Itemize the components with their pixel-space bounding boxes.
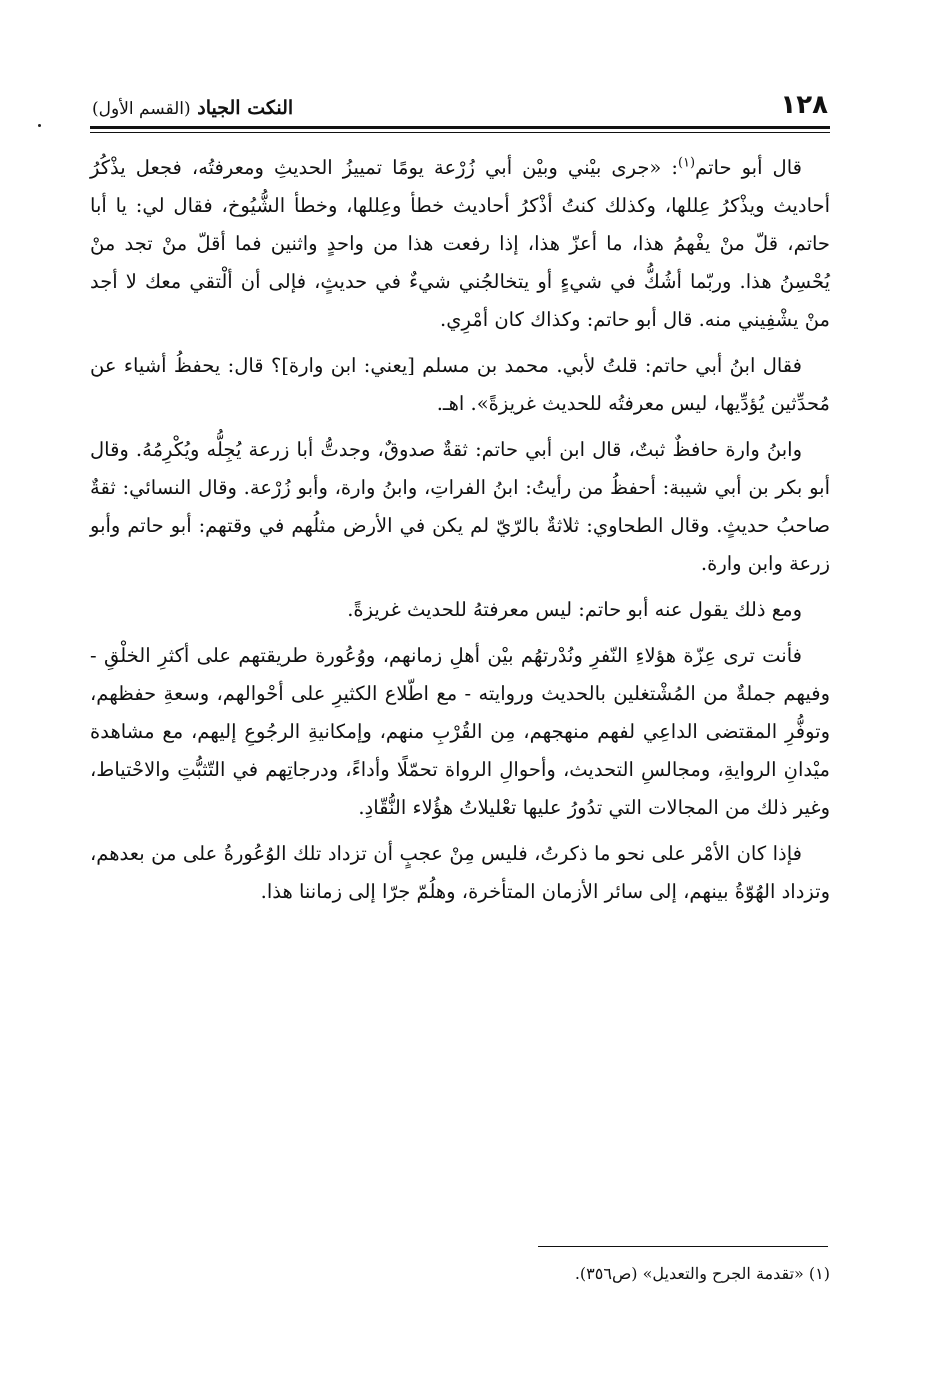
footnote-area (90, 1246, 830, 1287)
paragraph: فأنت ترى عِزّة هؤلاءِ النّفرِ ونُدْرتهُم بيْن أهلِ زمانهم، ووُعُورة طريقتهم على أكثرِ الخلْقِ - وفيهم جملةٌ من المُشْتغلين بالحديث وروايته - مع اطّلاع الكثيرِ على أحْوالهم، وسعةِ حفظهم، وتوفُّرِ المقتضى الداعِي لفهم منهجهم، مِن القُرْبِ منهم، وإمكانيةِ الرجُوعِ إليهم، مع مشاهدة ميْدانِ الروايةِ، ومجالسِ التحديث، وأحوالِ الرواة تحمّلًا وأداءً، ودرجاتِهم في التّثبُّتِ والاحْتياط، وغير ذلك من المجالات التي تدُورُ عليها تعْليلاتُ هؤُلاء النُّقّادِ. (90, 644, 830, 819)
body-text (90, 149, 830, 911)
running-title: النكت الجياد (197, 97, 294, 119)
book-page (90, 78, 830, 919)
running-subtitle: (القسم الأول) (92, 99, 191, 119)
header-rule-thin (90, 132, 830, 133)
page-header (90, 78, 830, 118)
paragraph: ومع ذلك يقول عنه أبو حاتم: ليس معرفتهُ للحديث غريزةً. (347, 598, 802, 621)
header-rule-thick (90, 126, 830, 129)
footnote-reference: (١) (677, 155, 696, 171)
page-number: ١٢٨ (780, 90, 828, 120)
paragraph-quote-rest: : «جرى بيْني وبيْن أبي زُرْعة يومًا تمييزُ الحديثِ ومعرفتُه، فجعل يذْكُرُ أحاديث ويذْكرُ عِللها، وكذلك كنتُ أذْكرُ أحاديث خطأ وعِللها، وخطأ الشُّيُوخ، فقال لي: يا أبا حاتم، قلّ منْ يفْهمُ هذا، ما أعزّ هذا، إذا رفعت هذا من واحدٍ واثنين فما أقلّ منْ تجد منْ يُحْسِنُ هذا. وربّما أشُكُّ في شيءٍ أو يتخالجُني شيءٌ في حديثٍ، فإلى أن ألْتقي معك لا أجد منْ يشْفِيني منه. قال أبو حاتم: وكذاك كان أمْرِي. (90, 156, 830, 331)
paragraph: فإذا كان الأمْر على نحو ما ذكرتُ، فليس مِنْ عجبٍ أن تزداد تلك الوُعُورةُ على من بعدهم، وتزداد الهُوّةُ بينهم، إلى سائر الأزمان المتأخرة، وهلُمّ جرّا إلى زماننا هذا. (90, 842, 830, 903)
running-head (92, 99, 293, 118)
footnote-rule (538, 1246, 828, 1247)
paragraph: وابنُ وارة حافظٌ ثبتٌ، قال ابن أبي حاتم: ثقةٌ صدوقٌ، وجدتُّ أبا زرعة يُجِلُّه ويُكْرِمُهُ. وقال أبو بكر بن أبي شيبة: أحفظُ من رأيتُ: ابنُ الفراتِ، وابنُ وارة، وأبو زُرْعة. وقال النسائي: ثقةٌ صاحبُ حديثٍ. وقال الطحاوي: ثلاثةٌ بالرّيّ لم يكن في الأرض مثلُهم في وقتهم: أبو حاتم وأبو زرعة وابن وارة. (90, 438, 830, 575)
footnote: (١) «تقدمة الجرح والتعديل» (ص٣٥٦). (574, 1264, 830, 1283)
paragraph: فقال ابنُ أبي حاتم: قلتُ لأبي. محمد بن مسلم [يعني: ابن وارة]؟ قال: يحفظُ أشياء عن مُحدِّثين يُؤدِّيها، ليس معرفتُه للحديث غريزةً». اهـ. (90, 354, 830, 415)
paragraph-quote-start: قال أبو حاتم (695, 156, 802, 179)
scan-speck (38, 124, 41, 127)
paragraph-quote (90, 149, 830, 339)
